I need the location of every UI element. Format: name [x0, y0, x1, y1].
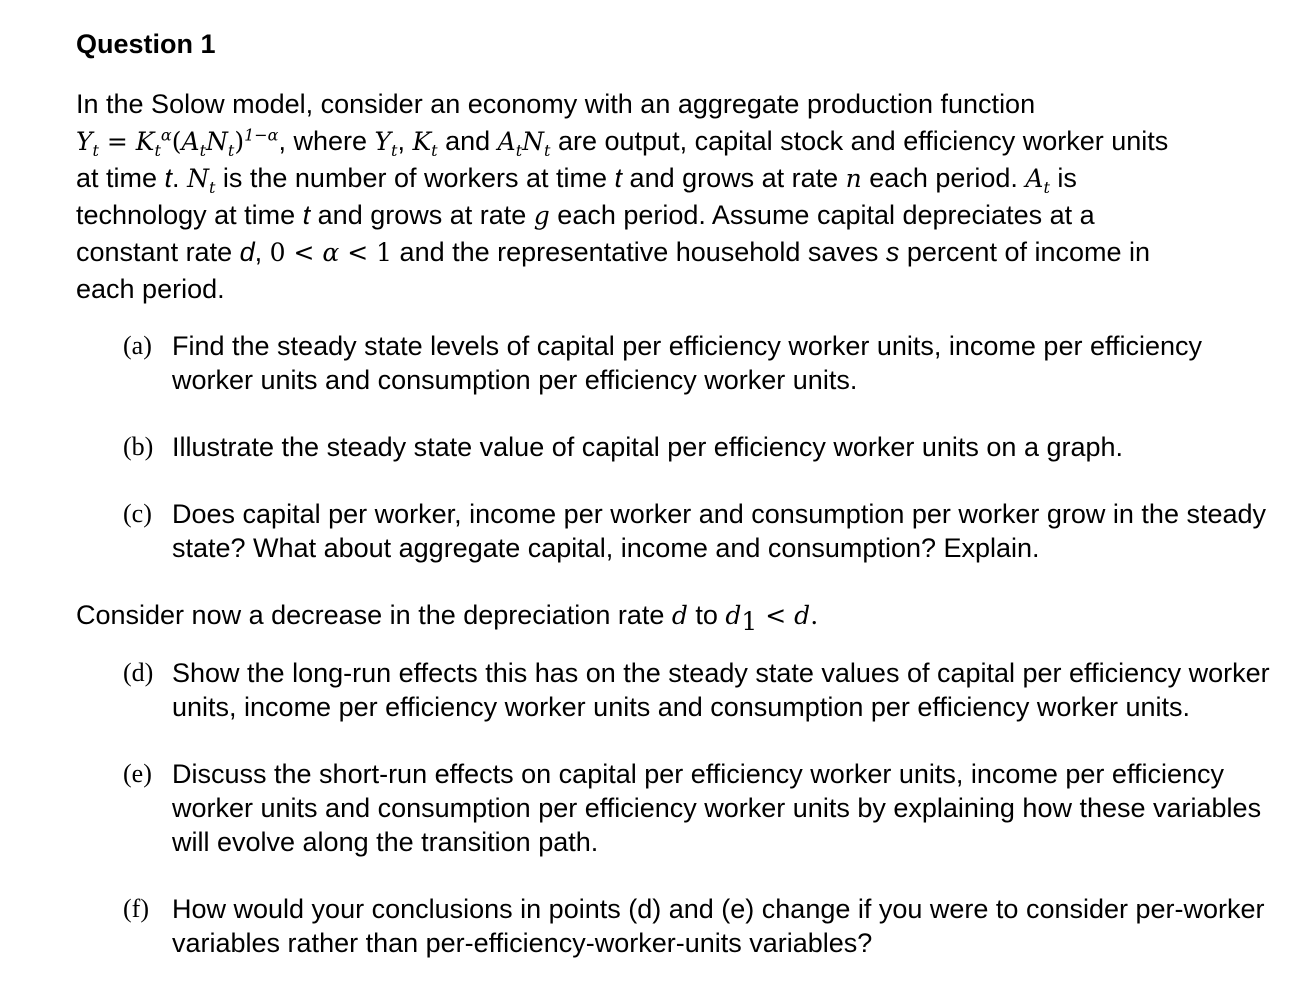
- question-parts-abc: [76, 329, 1286, 565]
- question-title: Question 1: [76, 29, 216, 59]
- part-text: Illustrate the steady state value of capital per efficiency worker units on a graph.: [172, 432, 1124, 462]
- depreciation-symbol: d: [671, 601, 688, 630]
- part-marker: (c): [123, 499, 152, 528]
- question-part-b: [76, 430, 1286, 464]
- intro-text: In the Solow model, consider an economy with an aggregate production function: [76, 89, 1036, 119]
- part-marker: (b): [123, 432, 154, 461]
- technology-symbol: $A_t$: [1025, 164, 1050, 197]
- part-marker: (e): [123, 759, 152, 788]
- part-text: Find the steady state levels of capital per efficiency worker units, income per efficiency worker units and consumption per efficiency worker units.: [172, 331, 1203, 395]
- question-part-d: [76, 656, 1286, 724]
- technology-growth-symbol: g: [533, 201, 550, 230]
- question-part-a: [76, 329, 1286, 397]
- question-part-c: [76, 497, 1286, 565]
- production-function: $Y_t = K_t^\alpha(A_tN_t)^{1-\alpha}$: [76, 125, 279, 160]
- part-text: Discuss the short-run effects on capital per efficiency worker units, income per efficiency worker units and consumption per efficiency worker units by explaining how these variables will evolve along the transition path.: [172, 759, 1262, 857]
- part-marker: (a): [123, 331, 152, 360]
- output-symbol: $Y_t$: [374, 127, 398, 160]
- population-growth-symbol: n: [845, 164, 862, 193]
- part-text: Show the long-run effects this has on the steady state values of capital per efficiency worker units, income per efficiency worker units and consumption per efficiency worker units.: [172, 658, 1270, 722]
- part-text: Does capital per worker, income per worker and consumption per worker grow in the steady state? What about aggregate capital, income and consumption? Explain.: [172, 499, 1267, 563]
- question-document: [76, 24, 1286, 960]
- intro-paragraph: In the Solow model, consider an economy with an aggregate production function $Y_t = K_t^\alpha(A_tN_t)^{1-\alpha}$, where $Y_t$, $K_t$ and $A_tN_t$ are output, capital stock and efficiency worker units at time t. $N_t$ is the number of workers at time t and grows at rate n each period. $A_t$ is technology at time t and grows at rate g each period. Assume capital depreciates at a constant rate d, 0 < α < 1 and the representative household saves s percent of income in each period.: [76, 89, 1169, 304]
- question-part-f: [76, 892, 1286, 960]
- alpha-range: 0 < α < 1: [269, 238, 393, 267]
- capital-symbol: $K_t$: [412, 127, 438, 160]
- workers-symbol: $N_t$: [187, 164, 216, 197]
- part-marker: (d): [123, 658, 154, 687]
- efficiency-units-symbol: $A_tN_t$: [497, 127, 551, 160]
- new-depreciation-inequality: $d_1 < d$.: [725, 601, 819, 636]
- part-marker: (f): [123, 894, 149, 923]
- question-part-e: [76, 757, 1286, 859]
- depreciation-change-paragraph: Consider now a decrease in the depreciation rate d to $d_1 < d$.: [76, 600, 819, 636]
- question-parts-def: [76, 656, 1286, 960]
- part-text: How would your conclusions in points (d) and (e) change if you were to consider per-worker variables rather than per-efficiency-worker-units variables?: [172, 894, 1265, 958]
